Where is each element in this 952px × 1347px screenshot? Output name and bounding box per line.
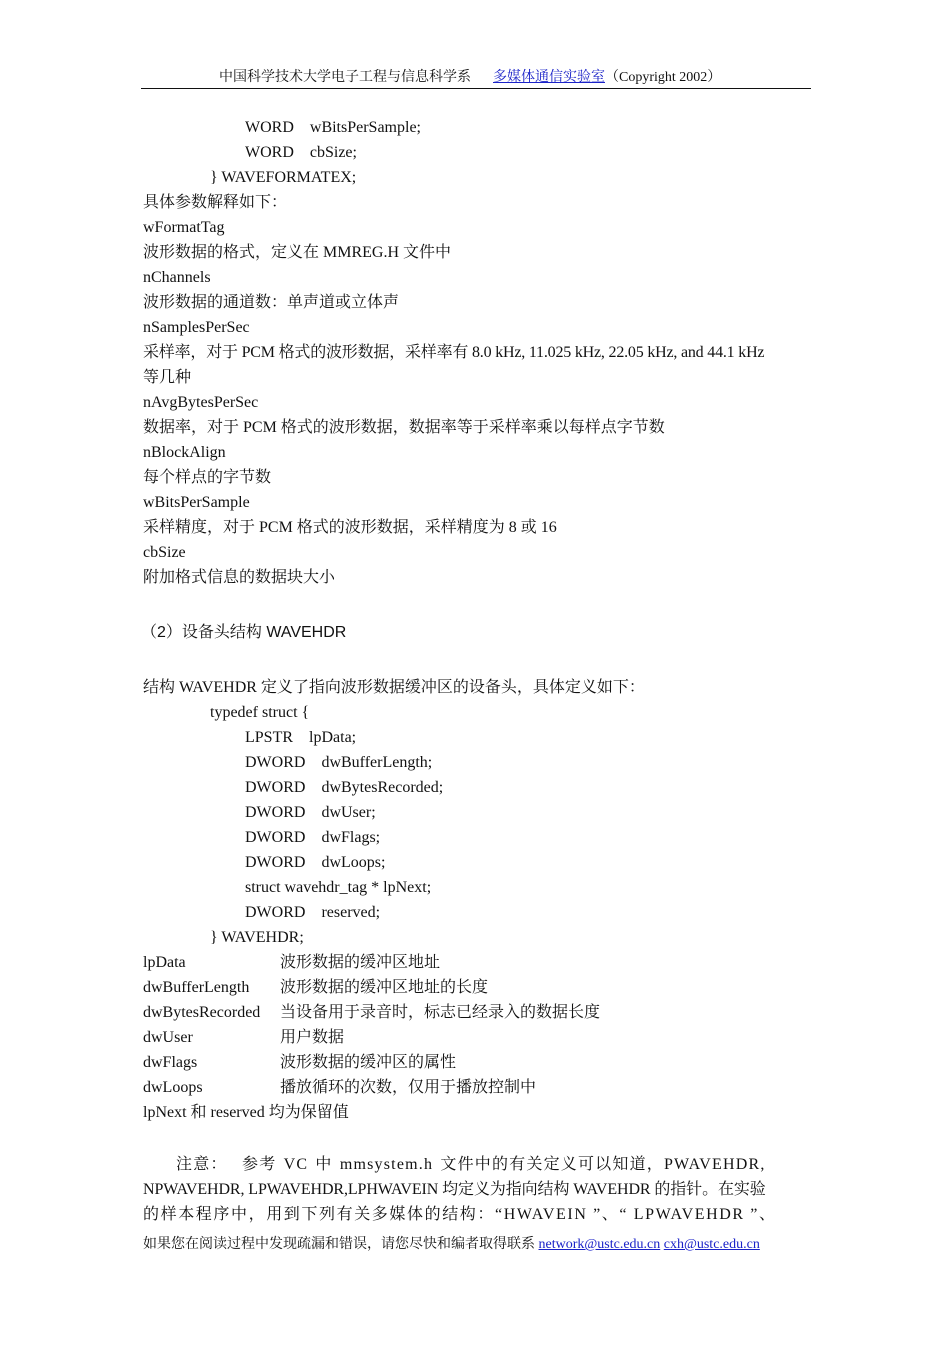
param-desc: 波形数据的格式，定义在 MMREG.H 文件中 [143,244,452,261]
field-name: dwFlags [143,1054,198,1071]
field-desc: 波形数据的缓冲区地址的长度 [280,979,489,996]
field-name: dwUser [143,1029,193,1046]
param-desc: 每个样点的字节数 [143,469,272,486]
header-copyright: （Copyright 2002） [605,70,722,85]
note-line: 注意： 参考 VC 中 mmsystem.h 文件中的有关定义可以知道，PWAVEHDR, [176,1156,766,1173]
field-desc: 波形数据的缓冲区的属性 [280,1054,457,1071]
code-line: DWORD dwLoops; [245,854,386,871]
note-line: NPWAVEHDR, LPWAVEHDR,LPHWAVEIN 均定义为指向结构 WAVEHDR 的指针。在实验 [143,1181,766,1198]
param-desc-continued: 等几种 [143,369,192,386]
field-desc: 用户数据 [280,1029,345,1046]
code-line: WORD cbSize; [245,144,357,161]
page-header [219,69,721,87]
param-desc: 附加格式信息的数据块大小 [143,569,336,586]
param-name: nAvgBytesPerSec [143,394,259,411]
param-name: nSamplesPerSec [143,319,250,336]
footer-text: 如果您在阅读过程中发现疏漏和错误，请您尽快和编者取得联系 [143,1237,535,1252]
code-line: DWORD dwBufferLength; [245,754,433,771]
email-link-cxh[interactable]: cxh@ustc.edu.cn [663,1237,760,1252]
field-desc: 播放循环的次数，仅用于播放控制中 [280,1079,537,1096]
lab-link[interactable]: 多媒体通信实验室 [493,70,605,85]
code-line: DWORD reserved; [245,904,381,921]
field-desc: 波形数据的缓冲区地址 [280,954,441,971]
section-intro: 结构 WAVEHDR 定义了指向波形数据缓冲区的设备头，具体定义如下： [143,679,645,696]
param-name: nBlockAlign [143,444,226,461]
param-name: cbSize [143,544,186,561]
reserved-note: lpNext 和 reserved 均为保留值 [143,1104,349,1121]
code-line: DWORD dwUser; [245,804,376,821]
note-line: 的样本程序中，用到下列有关多媒体的结构：“HWAVEIN ”、“ LPWAVEHDR ”、 [143,1206,777,1223]
code-line: } WAVEHDR; [210,929,304,946]
param-desc: 采样率，对于 PCM 格式的波形数据，采样率有 8.0 kHz, 11.025 kHz, 22.05 kHz, and 44.1 kHz [143,344,765,361]
param-desc: 波形数据的通道数：单声道或立体声 [143,294,400,311]
code-line: DWORD dwBytesRecorded; [245,779,444,796]
code-line: struct wavehdr_tag * lpNext; [245,879,432,896]
page-footer [143,1236,760,1254]
code-line: typedef struct { [210,704,310,721]
field-name: lpData [143,954,186,971]
code-line: WORD wBitsPerSample; [245,119,421,136]
code-line: DWORD dwFlags; [245,829,381,846]
code-line: } WAVEFORMATEX; [210,169,357,186]
param-name: nChannels [143,269,211,286]
param-name: wBitsPerSample [143,494,250,511]
field-name: dwBytesRecorded [143,1004,261,1021]
param-desc: 采样精度，对于 PCM 格式的波形数据，采样精度为 8 或 16 [143,519,557,536]
param-desc: 数据率，对于 PCM 格式的波形数据，数据率等于采样率乘以每样点字节数 [143,419,665,436]
field-name: dwLoops [143,1079,203,1096]
header-org: 中国科学技术大学电子工程与信息科学系 [219,70,471,85]
field-desc: 当设备用于录音时，标志已经录入的数据长度 [280,1004,601,1021]
field-name: dwBufferLength [143,979,250,996]
param-name: wFormatTag [143,219,225,236]
code-line: LPSTR lpData; [245,729,357,746]
header-rule [141,88,811,89]
section-heading: （2）设备头结构 WAVEHDR [141,624,347,641]
email-link-network[interactable]: network@ustc.edu.cn [538,1237,661,1252]
params-intro: 具体参数解释如下： [143,194,288,211]
